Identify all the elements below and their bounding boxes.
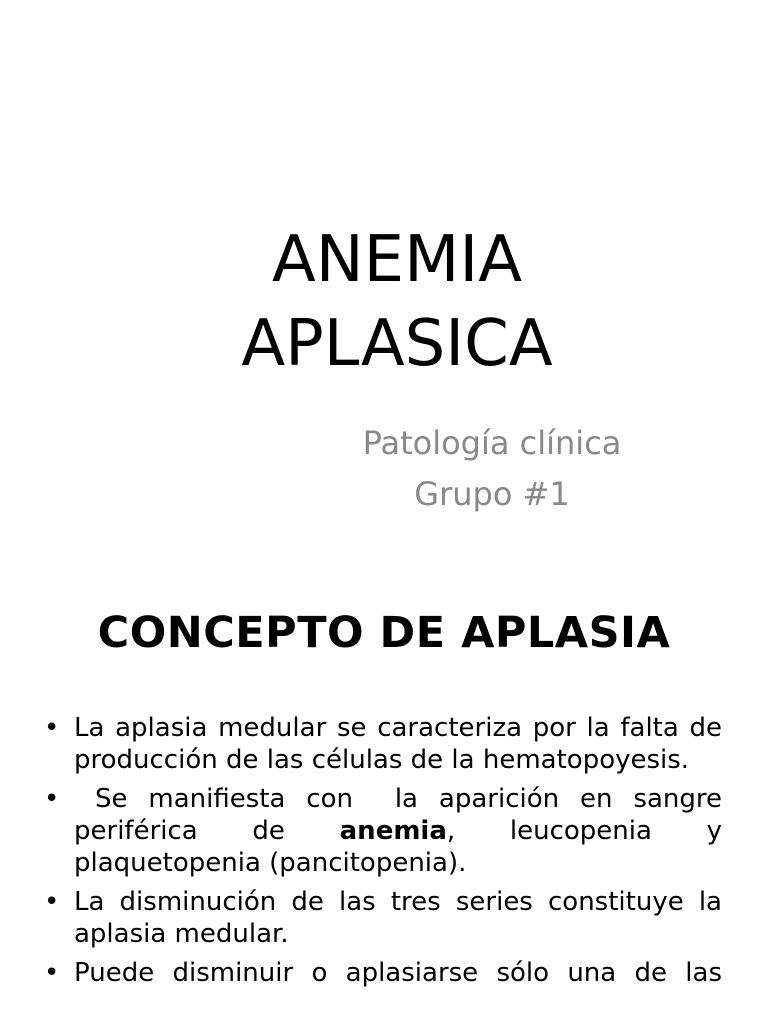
bullet-dot-icon: •: [44, 958, 60, 988]
title-line-1: ANEMIA: [272, 223, 522, 297]
title-line-2: APLASICA: [241, 307, 553, 381]
bullet-text-before: Se manifiesta con la aparición en sangre periférica de: [74, 784, 731, 846]
bullet-dot-icon: •: [44, 713, 60, 743]
concept-slide: [0, 576, 768, 1024]
section-heading: CONCEPTO DE APLASIA: [97, 608, 671, 658]
bullet-item: [38, 783, 731, 879]
bullet-dot-icon: •: [44, 784, 60, 814]
bullet-item: [38, 957, 722, 989]
bullet-item: [38, 886, 722, 950]
bullet-text: La disminución de las tres series constituye la aplasia medular.: [74, 887, 722, 949]
bullet-text: La aplasia medular se caracteriza por la falta de producción de las células de la hematopoyesis.: [74, 713, 722, 775]
slide-title: [0, 218, 768, 386]
bullet-item: [38, 712, 722, 776]
bullet-text-after: , leucopenia y plaquetopenia (pancitopenia).: [74, 816, 723, 878]
bullet-text: Puede disminuir o aplasiarse sólo una de las: [74, 958, 722, 988]
bullet-dot-icon: •: [44, 887, 60, 917]
bullet-bold-term: anemia: [339, 816, 447, 846]
subtitle-line-2: Grupo #1: [414, 475, 570, 513]
bullet-list: [38, 712, 731, 996]
subtitle-line-1: Patología clínica: [362, 424, 622, 462]
slide-subtitle: [300, 418, 684, 520]
